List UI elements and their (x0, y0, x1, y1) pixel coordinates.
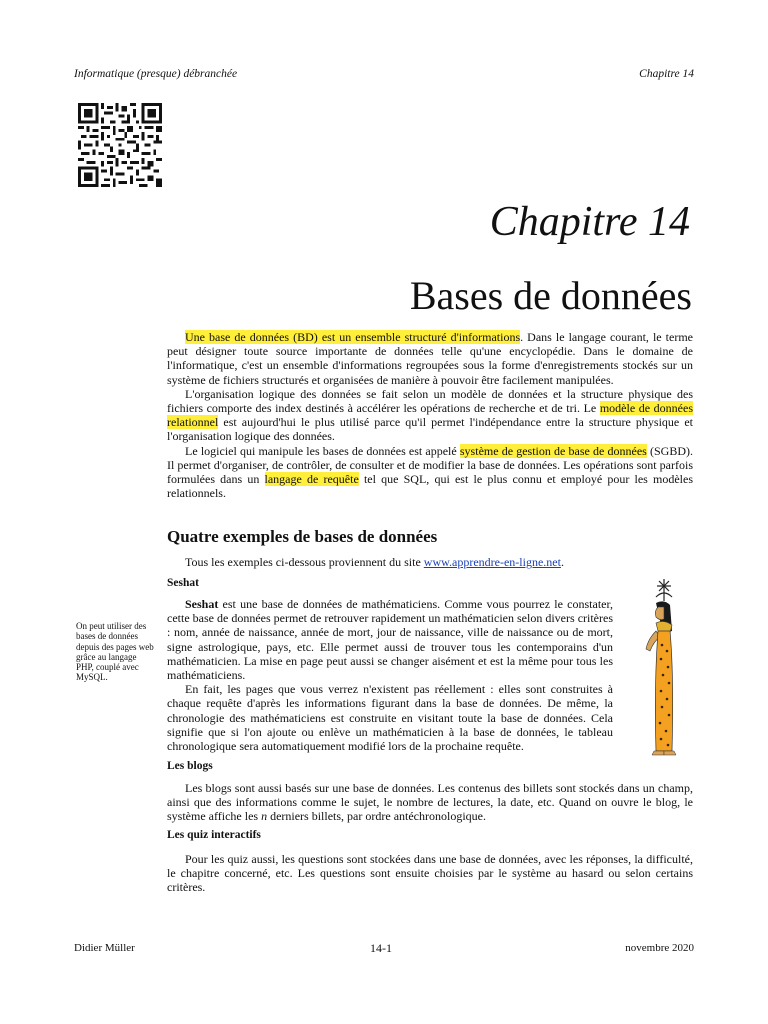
page-number: 14-1 (370, 941, 392, 955)
margin-note: On peut utiliser des bases de données depuis des pages web grâce au langage PHP, couplé avec MySQL. (76, 621, 154, 683)
seshat-paragraph-1: Seshat est une base de données de mathématiciens. Comme vous pourrez le constater, cette base de données permet de retrouver rapidement un mathématicien selon divers critères : nom, année de naissance, année de mort, jour de naissance, ville de naissance ou de mort, signe astrologique, pays, etc. Elle permet aussi de trouver tous les contemporains d'un mathématicien. La mise en page peut aussi se changer aisément et est la même pour tous les mathématiciens. (167, 597, 613, 683)
blogs-paragraph: Les blogs sont aussi basés sur une base de données. Les contenus des billets sont stockés dans un champ, ainsi que des informations comme le sujet, le nombre de lectures, la date, etc. Quand on ouvre le blog, le système affiche les n derniers billets, par ordre antéchronologique. (167, 781, 693, 824)
chapter-number: Chapitre 14 (489, 199, 690, 245)
seshat-heading: Seshat (167, 577, 199, 589)
intro-text (167, 330, 693, 500)
blogs-text (167, 781, 693, 824)
quiz-paragraph: Pour les quiz aussi, les questions sont stockées dans une base de données, avec les réponses, la difficulté, le chapitre concerné, etc. Les questions sont ensuite choisies par le système au hasard ou selon certains critères. (167, 852, 693, 895)
footer-author: Didier Müller (74, 942, 135, 954)
quiz-text (167, 852, 693, 895)
running-header-right: Chapitre 14 (639, 68, 694, 80)
relational-model-highlight: modèle de données relationnel (167, 401, 694, 430)
query-language-highlight: langage de requête (264, 472, 359, 487)
running-header-left: Informatique (presque) débranchée (74, 68, 238, 80)
quiz-heading: Les quiz interactifs (167, 829, 261, 841)
chapter-title: Bases de données (409, 273, 692, 318)
intro-paragraph-2: L'organisation logique des données se fait selon un modèle de données et la structure physique des fichiers comporte des index destinés à accélérer les opérations de recherche et de tri. Le modèle de données relationnel est aujourd'hui le plus utilisé parce qu'il permet l'indépendance entre la structure physique et l'organisation logique des données. (167, 386, 694, 444)
section-heading: Quatre exemples de bases de données (167, 527, 438, 546)
section-intro: Tous les exemples ci-dessous proviennent du site www.apprendre-en-ligne.net. (185, 555, 564, 569)
intro-paragraph-3: Le logiciel qui manipule les bases de données est appelé système de gestion de base de données (SGBD). Il permet d'organiser, de contrôler, de consulter et de modifier la base de données. Les opérations sont parfois formulées dans un langage de requête tel que SQL, qui est le plus connu et employé pour les modèles relationnels. (167, 443, 693, 501)
blogs-heading: Les blogs (167, 760, 213, 772)
definition-highlight: Une base de données (BD) est un ensemble structuré d'informations (185, 330, 521, 344)
seshat-goddess-illustration (626, 575, 686, 757)
sgbd-highlight: système de gestion de base de données (459, 443, 647, 458)
apprendre-en-ligne-link[interactable]: www.apprendre-en-ligne.net (423, 555, 561, 569)
intro-paragraph-1: Une base de données (BD) est un ensemble structuré d'informations. Dans le langage courant, le terme peut désigner toute source importante de données telle qu'une encyclopédie. Dans le domaine de l'informatique, c'est un ensemble d'informations regroupées sous la forme d'enregistrements stockés sur un système de fichiers structurés et organisées de manière à pouvoir être facilement manipulées. (167, 330, 693, 387)
seshat-text (167, 597, 613, 753)
qr-code-icon[interactable] (74, 103, 166, 187)
footer-date: novembre 2020 (625, 942, 694, 954)
seshat-paragraph-2: En fait, les pages que vous verrez n'existent pas réellement : elles sont construites à chaque requête d'après les informations figurant dans la base de données. De même, la chronologie des mathématiciens est construite en visitant toute la base de données. Cela signifie que si l'on ajoute ou enlève un mathématicien à la base de données, le tableau chronologique sera automatiquement modifié lors de la prochaine requête. (167, 682, 613, 754)
